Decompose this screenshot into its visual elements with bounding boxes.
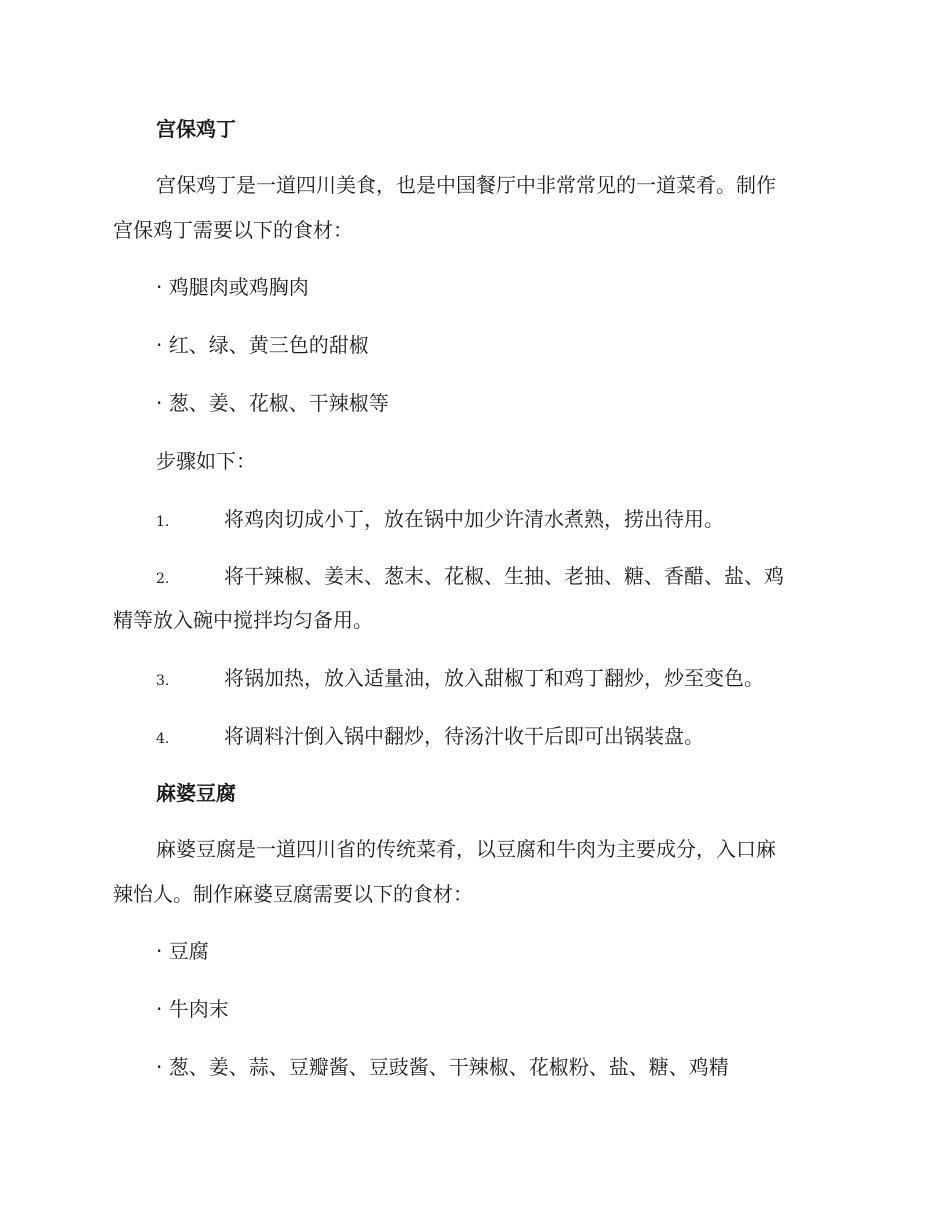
step-text: 将鸡肉切成小丁，放在锅中加少许清水煮熟，捞出待用。	[224, 507, 724, 531]
intro-line: 宫保鸡丁是一道四川美食，也是中国餐厅中非常常见的一道菜肴。制作	[156, 173, 776, 197]
step-number: 3.	[156, 673, 170, 689]
step-text: 将锅加热，放入适量油，放入甜椒丁和鸡丁翻炒，炒至变色。	[224, 666, 764, 690]
step-number: 4.	[156, 731, 170, 747]
step-text: 将干辣椒、姜末、葱末、花椒、生抽、老抽、糖、香醋、盐、鸡	[224, 564, 784, 588]
step-number: 1.	[156, 514, 170, 530]
step-item	[156, 661, 876, 699]
step-text-continued: 精等放入碗中搅拌均匀备用。	[113, 608, 373, 632]
ingredient-item: · 牛肉末	[156, 997, 229, 1021]
step-item	[156, 719, 876, 757]
ingredient-item: · 鸡腿肉或鸡胸肉	[156, 275, 309, 299]
intro-line: 宫保鸡丁需要以下的食材：	[113, 218, 353, 242]
section-intro	[113, 827, 833, 917]
steps-title: 步骤如下：	[156, 449, 256, 473]
ingredient-item: · 豆腐	[156, 939, 209, 963]
ingredient-item: · 红、绿、黄三色的甜椒	[156, 333, 369, 357]
section-title: 麻婆豆腐	[156, 781, 236, 805]
step-number: 2.	[156, 571, 170, 587]
ingredient-item: · 葱、姜、蒜、豆瓣酱、豆豉酱、干辣椒、花椒粉、盐、糖、鸡精	[156, 1055, 729, 1079]
step-item	[156, 502, 876, 540]
section-title: 宫保鸡丁	[156, 117, 236, 141]
step-text: 将调料汁倒入锅中翻炒，待汤汁收干后即可出锅装盘。	[224, 724, 704, 748]
intro-line: 辣怡人。制作麻婆豆腐需要以下的食材：	[113, 882, 473, 906]
intro-line: 麻婆豆腐是一道四川省的传统菜肴，以豆腐和牛肉为主要成分，入口麻	[156, 837, 776, 861]
ingredient-item: · 葱、姜、花椒、干辣椒等	[156, 391, 389, 415]
section-intro	[113, 163, 833, 253]
step-item	[156, 559, 876, 597]
